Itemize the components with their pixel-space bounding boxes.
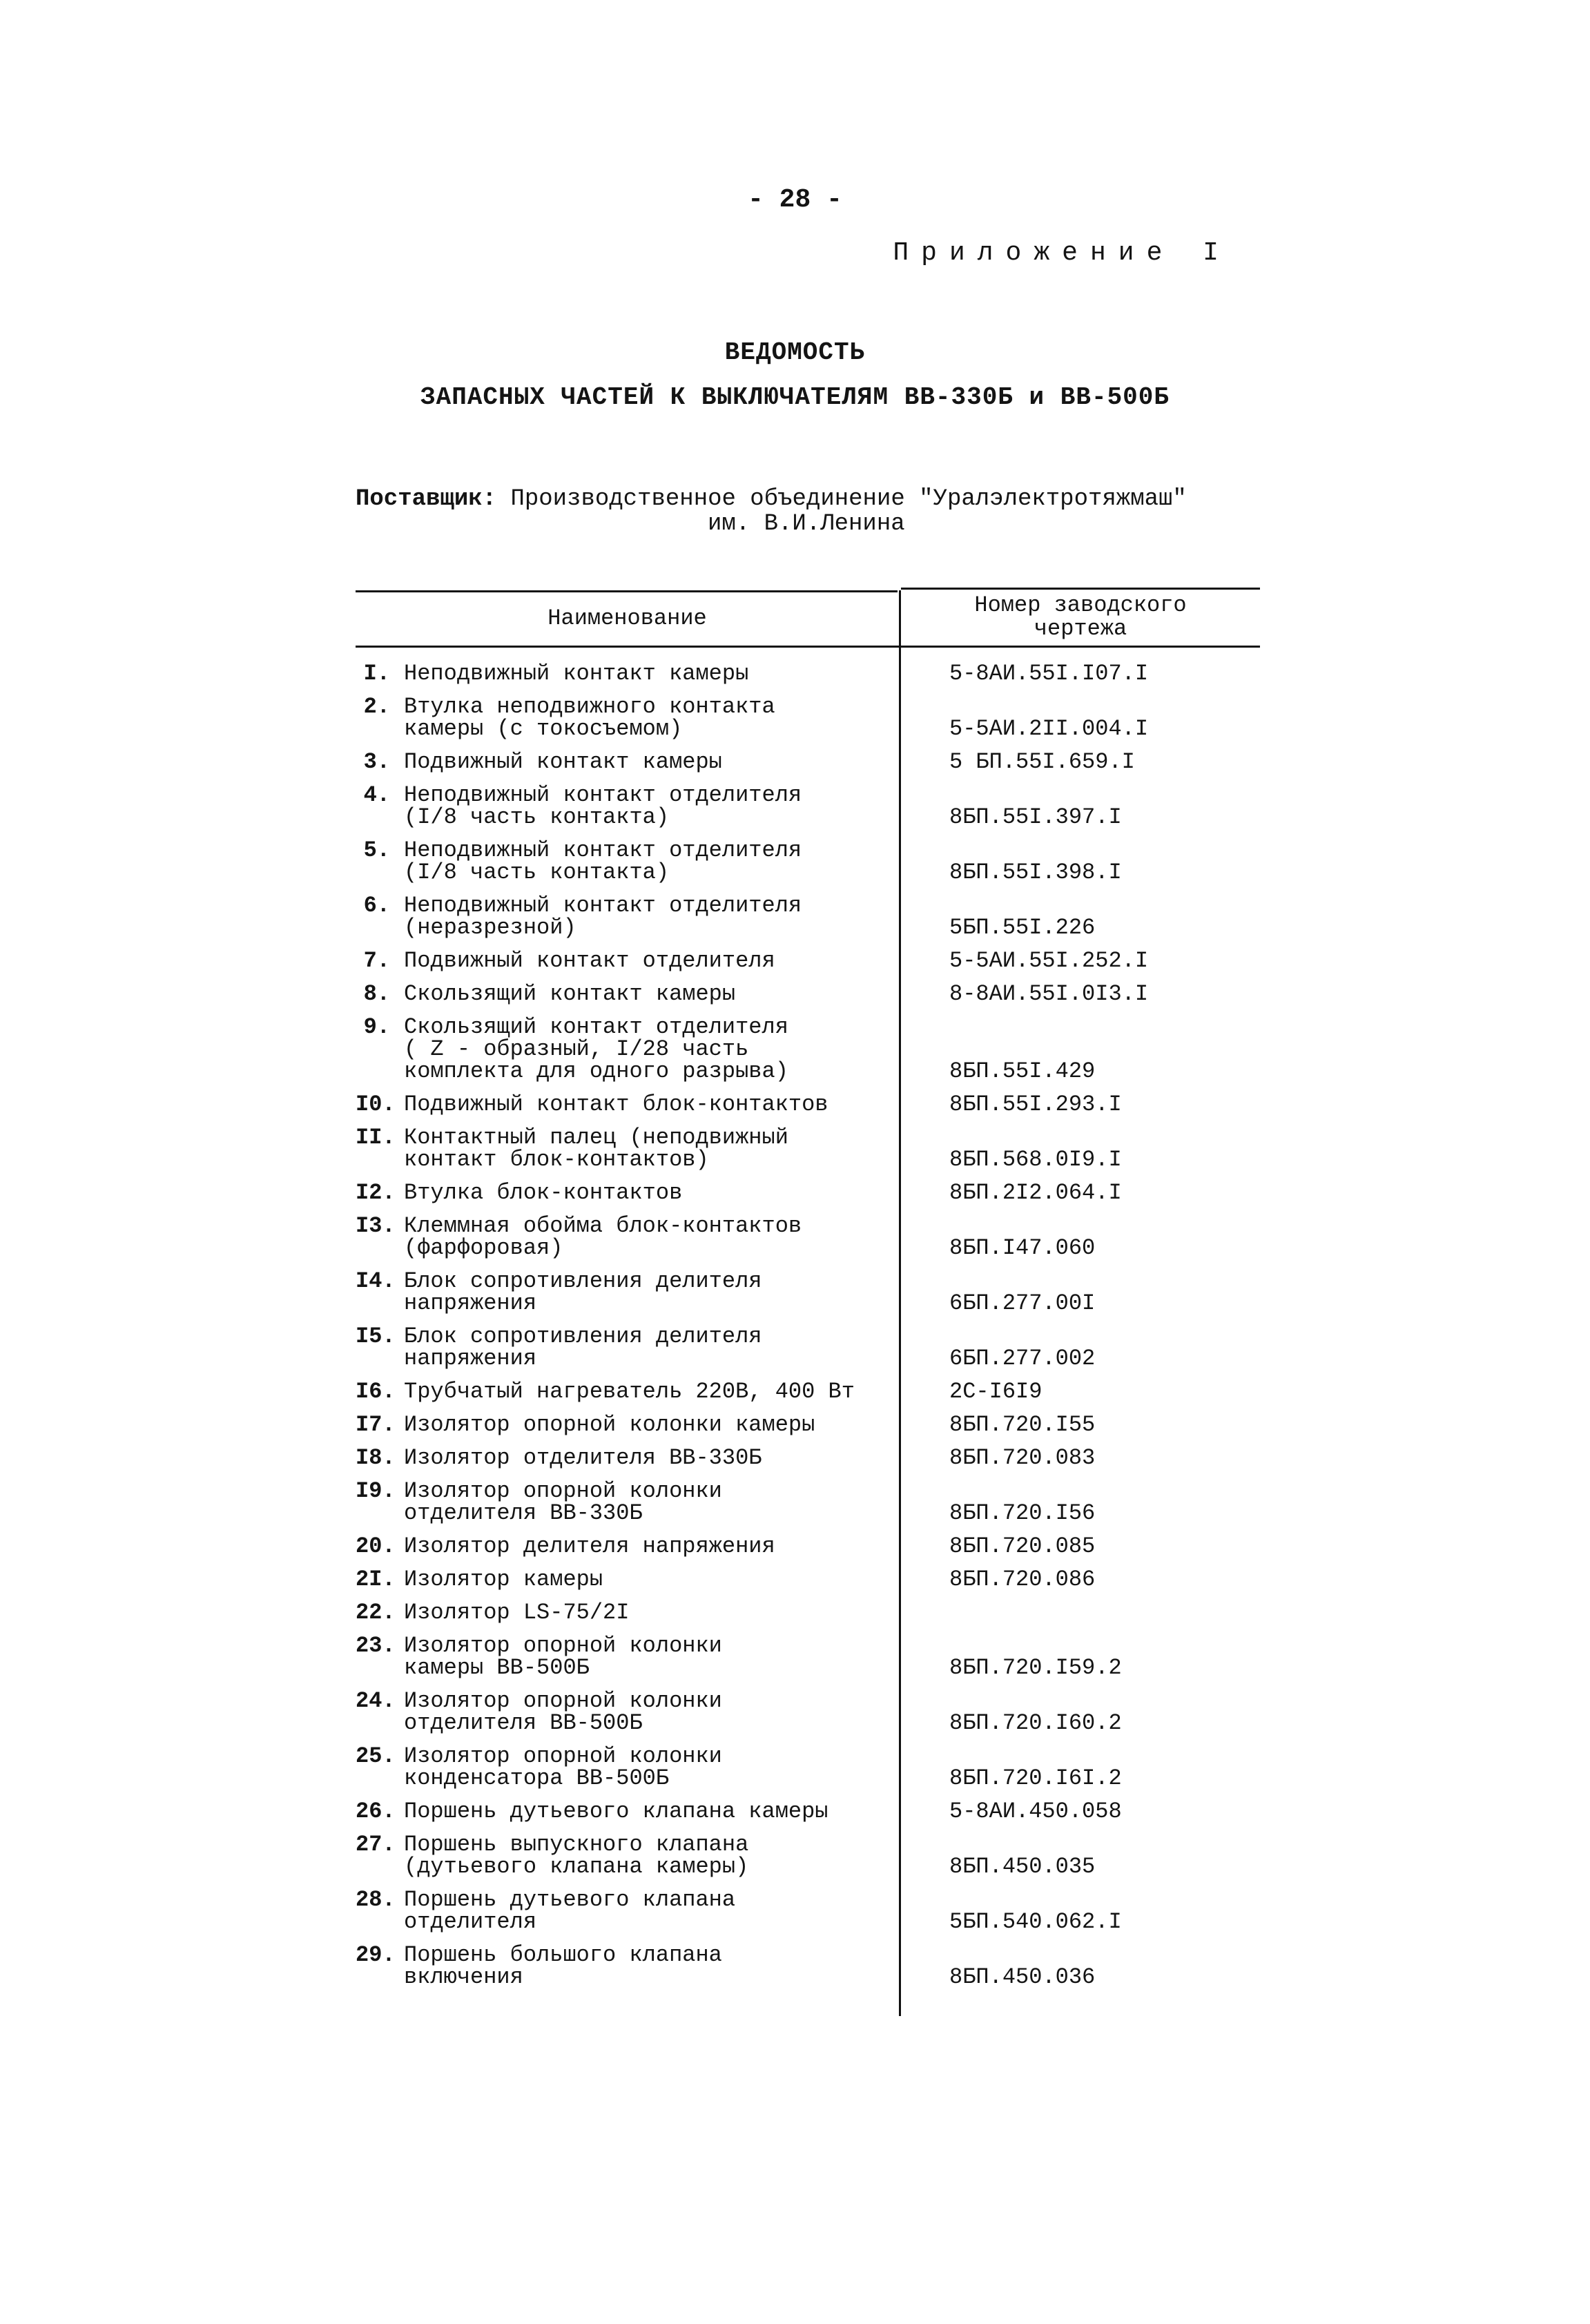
row-name: Блок сопротивления делителя напряжения [404,1324,762,1371]
row-drawing-number: 8БП.720.I59.2 [949,1655,1122,1681]
row-name: Подвижный контакт отделителя [404,948,775,974]
row-number: I5. [356,1324,396,1349]
row-drawing-number: 8БП.450.036 [949,1964,1096,1990]
row-number: 7. [363,948,390,974]
row-drawing-number: 8БП.720.I60.2 [949,1710,1122,1736]
row-number: 27. [356,1832,396,1857]
table-row [356,1127,1260,1171]
table-row [356,1480,1260,1524]
row-number: 25. [356,1743,396,1769]
appendix-label: Приложение I [893,238,1231,268]
row-name: Неподвижный контакт отделителя (I/8 часть контакта) [404,782,802,830]
table-row [356,950,1260,972]
row-number: 3. [363,749,390,775]
table-row [356,663,1260,685]
row-drawing-number: 8БП.720.I55 [949,1412,1096,1437]
row-number: 9. [363,1014,390,1040]
row-name: Поршень большого клапана включения [404,1942,722,1990]
row-drawing-number: 6БП.277.002 [949,1346,1096,1371]
row-number: 29. [356,1942,396,1968]
row-drawing-number: 5-8АИ.55I.I07.I [949,661,1149,686]
table-row [356,983,1260,1005]
row-number: 5. [363,837,390,863]
row-number: 28. [356,1887,396,1913]
row-drawing-number: 8БП.720.I6I.2 [949,1765,1122,1791]
table-row [356,1602,1260,1624]
row-number: I2. [356,1180,396,1205]
row-name: Неподвижный контакт отделителя (неразрезной) [404,893,802,940]
table-top-rule [356,590,898,592]
table-row [356,1569,1260,1591]
table-row [356,1635,1260,1679]
row-number: I9. [356,1478,396,1504]
row-name: Блок сопротивления делителя напряжения [404,1268,762,1316]
row-drawing-number: 8БП.55I.429 [949,1058,1096,1084]
row-name: Изолятор делителя напряжения [404,1533,775,1559]
row-name: Поршень дутьевого клапана камеры [404,1799,828,1824]
row-name: Изолятор опорной колонки отделителя ВВ-500Б [404,1688,722,1736]
table-row [356,1745,1260,1790]
row-name: Изолятор камеры [404,1567,603,1592]
row-drawing-number: 8-8АИ.55I.0I3.I [949,981,1149,1007]
row-drawing-number: 8БП.55I.397.I [949,804,1122,830]
table-row [356,1326,1260,1370]
row-name: Клеммная обойма блок-контактов (фарфоровая) [404,1213,802,1261]
row-drawing-number: 8БП.55I.398.I [949,860,1122,885]
row-name: Неподвижный контакт камеры [404,661,749,686]
table-row [356,696,1260,740]
row-number: I7. [356,1412,396,1437]
row-number: 2. [363,694,390,719]
row-number: 23. [356,1633,396,1658]
row-number: 6. [363,893,390,918]
row-name: Подвижный контакт камеры [404,749,722,775]
row-drawing-number: 6БП.277.00I [949,1290,1096,1316]
table-row [356,1533,1260,1559]
table-row [356,1016,1260,1083]
row-number: 4. [363,782,390,808]
header-name: Наименование [547,606,707,631]
row-name: Поршень дутьевого клапана отделителя [404,1887,736,1935]
table-row [356,837,1260,885]
row-drawing-number: 5БП.55I.226 [949,915,1096,940]
row-number: I. [363,661,390,686]
row-name: Втулка блок-контактов [404,1180,683,1205]
row-number: 2I. [356,1567,396,1592]
row-drawing-number: 8БП.2I2.064.I [949,1180,1122,1205]
supplier-line1: Производственное объединение "Уралэлектротяжмаш" [510,486,1187,512]
row-drawing-number: 8БП.I47.060 [949,1235,1096,1261]
row-drawing-number: 8БП.720.I56 [949,1500,1096,1526]
row-drawing-number: 8БП.720.083 [949,1445,1096,1471]
document-subtitle: ЗАПАСНЫХ ЧАСТЕЙ К ВЫКЛЮЧАТЕЛЯМ ВВ-330Б и ВВ-500Б [420,383,1170,411]
page-number: - 28 - [748,185,842,215]
supplier-line2: им. В.И.Ленина [708,511,905,537]
table-row [356,1270,1260,1315]
table-row [356,1889,1260,1933]
supplier-label: Поставщик: [356,486,497,512]
row-name: Трубчатый нагреватель 220В, 400 Вт [404,1379,855,1404]
row-drawing-number: 5 БП.55I.659.I [949,749,1135,775]
table-row [356,1834,1260,1878]
row-number: I8. [356,1445,396,1471]
row-name: Скользящий контакт отделителя ( Z - образный, I/28 часть комплекта для одного разрыва) [404,1014,788,1084]
row-drawing-number: 8БП.450.035 [949,1854,1096,1879]
row-number: 24. [356,1688,396,1714]
row-number: 26. [356,1799,396,1824]
row-number: I4. [356,1268,396,1294]
table-row [356,1094,1260,1116]
row-name: Изолятор опорной колонки конденсатора ВВ-500Б [404,1743,722,1791]
row-name: Неподвижный контакт отделителя (I/8 часть контакта) [404,837,802,885]
table-row [356,1801,1260,1823]
table-row [356,784,1260,829]
row-name: Контактный палец (неподвижный контакт блок-контактов) [404,1125,788,1172]
row-name: Изолятор опорной колонки камеры ВВ-500Б [404,1633,722,1681]
table-row [356,1414,1260,1436]
table-row [356,1944,1260,1988]
row-name: Подвижный контакт блок-контактов [404,1092,828,1117]
row-drawing-number: 8БП.55I.293.I [949,1092,1122,1117]
table-row [356,1215,1260,1259]
row-number: II. [356,1125,396,1150]
row-name: Втулка неподвижного контакта камеры (с токосъемом) [404,694,775,742]
row-number: I6. [356,1379,396,1404]
table-row [356,1447,1260,1469]
row-drawing-number: 8БП.568.0I9.I [949,1147,1122,1172]
row-name: Изолятор опорной колонки камеры [404,1412,815,1437]
row-drawing-number: 2С-I6I9 [949,1379,1043,1404]
table-row [356,1182,1260,1204]
row-drawing-number: 8БП.720.085 [949,1533,1096,1559]
table-row [356,751,1260,773]
row-number: 22. [356,1600,396,1625]
table-row [356,895,1260,939]
document-title: ВЕДОМОСТЬ [724,338,866,367]
row-number: 20. [356,1533,396,1559]
row-name: Скользящий контакт камеры [404,981,736,1007]
row-name: Изолятор LS-75/2I [404,1600,630,1625]
row-drawing-number: 5-5АИ.55I.252.I [949,948,1149,974]
header-drawing-number: Номер заводского чертежа [974,592,1187,641]
row-number: 8. [363,981,390,1007]
row-drawing-number: 5БП.540.062.I [949,1909,1122,1935]
header-rule [356,646,1260,648]
row-drawing-number: 5-8АИ.450.058 [949,1799,1122,1824]
row-number: I3. [356,1213,396,1239]
table-row [356,1381,1260,1403]
row-name: Изолятор опорной колонки отделителя ВВ-330Б [404,1478,722,1526]
row-name: Поршень выпускного клапана (дутьевого клапана камеры) [404,1832,749,1879]
row-drawing-number: 8БП.720.086 [949,1567,1096,1592]
supplier-block [356,487,1187,536]
row-drawing-number: 5-5АИ.2II.004.I [949,716,1149,742]
table-top-rule [901,588,1260,590]
table-row [356,1690,1260,1734]
row-name: Изолятор отделителя ВВ-330Б [404,1445,762,1471]
row-number: I0. [356,1092,396,1117]
